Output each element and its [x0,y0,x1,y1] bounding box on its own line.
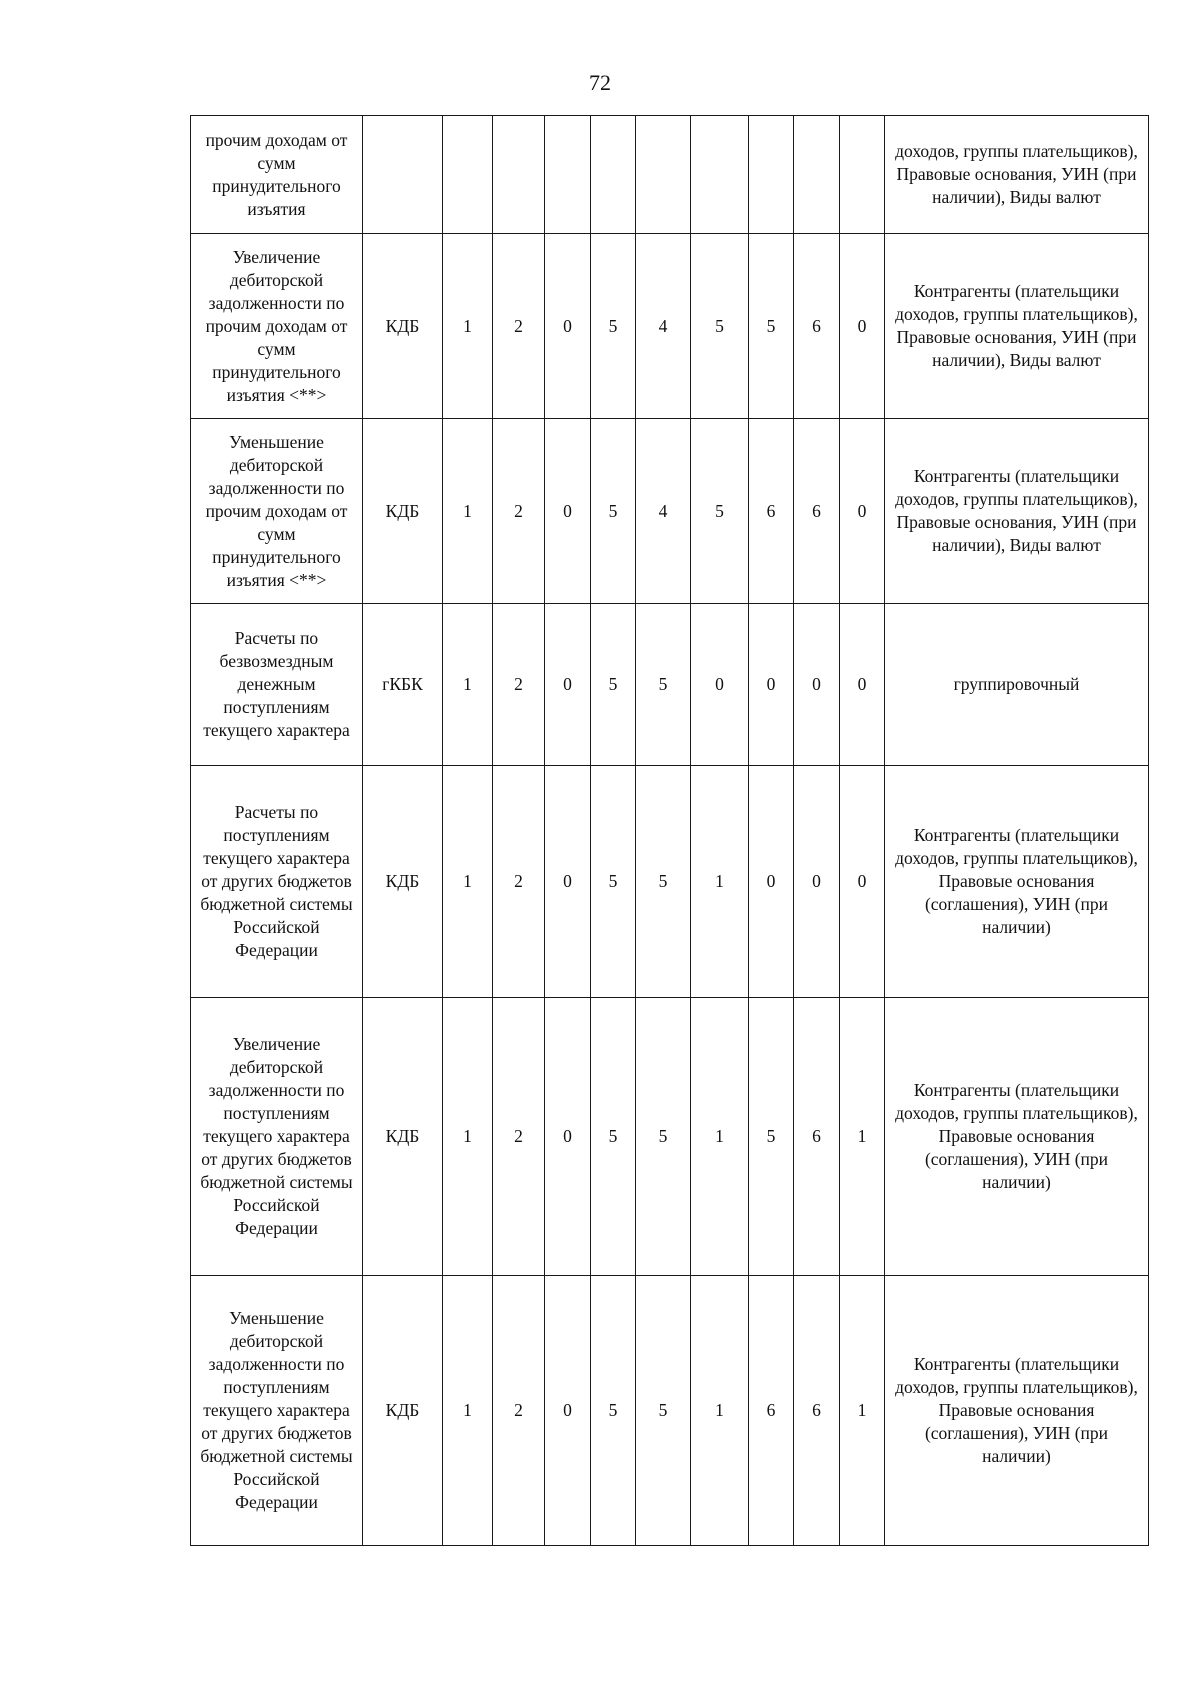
code-digit-cell: 4 [636,419,691,604]
code-digit-cell: 0 [840,234,885,419]
code-digit-cell: 5 [636,1276,691,1546]
code-digit-cell [636,116,691,234]
code-digit-cell: 0 [840,766,885,998]
code-digit-cell: 2 [493,604,545,766]
code-digit-cell: 5 [636,998,691,1276]
code-digit-cell: 5 [591,234,636,419]
code-digit-cell: 5 [591,1276,636,1546]
code-digit-cell: 0 [545,604,591,766]
code-digit-cell: 5 [591,766,636,998]
code-type-cell: КДБ [363,419,443,604]
code-digit-cell: 6 [794,1276,840,1546]
code-digit-cell: 5 [749,998,794,1276]
account-name-cell: Расчеты по поступлениям текущего характера от других бюджетов бюджетной системы Российской Федерации [191,766,363,998]
code-digit-cell: 2 [493,998,545,1276]
code-digit-cell: 6 [794,998,840,1276]
code-digit-cell: 0 [794,604,840,766]
code-digit-cell: 0 [545,766,591,998]
analytics-cell: Контрагенты (плательщики доходов, группы плательщиков), Правовые основания (соглашения), УИН (при наличии) [885,998,1149,1276]
code-type-cell: КДБ [363,766,443,998]
code-digit-cell: 1 [443,998,493,1276]
table-row [191,998,1149,1276]
code-digit-cell: 5 [749,234,794,419]
code-digit-cell: 5 [691,234,749,419]
code-digit-cell: 2 [493,234,545,419]
account-name-cell: Увеличение дебиторской задолженности по поступлениям текущего характера от других бюджетов бюджетной системы Российской Федерации [191,998,363,1276]
code-digit-cell: 2 [493,419,545,604]
code-type-cell: КДБ [363,1276,443,1546]
code-digit-cell: 0 [840,604,885,766]
code-digit-cell: 0 [545,234,591,419]
code-digit-cell: 2 [493,766,545,998]
code-digit-cell: 1 [443,1276,493,1546]
analytics-cell: Контрагенты (плательщики доходов, группы плательщиков), Правовые основания (соглашения), УИН (при наличии) [885,766,1149,998]
code-digit-cell: 1 [840,1276,885,1546]
analytics-cell: доходов, группы плательщиков), Правовые основания, УИН (при наличии), Виды валют [885,116,1149,234]
code-digit-cell: 1 [443,604,493,766]
code-digit-cell [691,116,749,234]
code-digit-cell: 0 [545,419,591,604]
code-digit-cell [794,116,840,234]
code-digit-cell [749,116,794,234]
code-digit-cell: 6 [794,419,840,604]
code-digit-cell: 1 [443,234,493,419]
analytics-cell: Контрагенты (плательщики доходов, группы плательщиков), Правовые основания, УИН (при наличии), Виды валют [885,234,1149,419]
code-digit-cell: 5 [636,766,691,998]
code-digit-cell: 1 [840,998,885,1276]
table-row [191,604,1149,766]
table-row [191,766,1149,998]
code-digit-cell: 0 [749,766,794,998]
code-type-cell [363,116,443,234]
code-type-cell: КДБ [363,998,443,1276]
code-digit-cell: 5 [691,419,749,604]
account-name-cell: прочим доходам от сумм принудительного изъятия [191,116,363,234]
table-row [191,234,1149,419]
analytics-cell: Контрагенты (плательщики доходов, группы плательщиков), Правовые основания (соглашения), УИН (при наличии) [885,1276,1149,1546]
code-digit-cell: 5 [591,419,636,604]
table-row [191,1276,1149,1546]
code-digit-cell: 1 [691,766,749,998]
code-digit-cell: 0 [691,604,749,766]
account-name-cell: Расчеты по безвозмездным денежным поступлениям текущего характера [191,604,363,766]
code-digit-cell: 0 [545,998,591,1276]
account-name-cell: Уменьшение дебиторской задолженности по прочим доходам от сумм принудительного изъятия <**> [191,419,363,604]
account-name-cell: Увеличение дебиторской задолженности по прочим доходам от сумм принудительного изъятия <**> [191,234,363,419]
code-digit-cell: 6 [749,419,794,604]
code-type-cell: КДБ [363,234,443,419]
code-digit-cell: 2 [493,1276,545,1546]
account-name-cell: Уменьшение дебиторской задолженности по поступлениям текущего характера от других бюджетов бюджетной системы Российской Федерации [191,1276,363,1546]
code-digit-cell [545,116,591,234]
code-digit-cell [493,116,545,234]
code-digit-cell: 6 [794,234,840,419]
code-digit-cell: 5 [591,604,636,766]
code-digit-cell: 4 [636,234,691,419]
analytics-cell: группировочный [885,604,1149,766]
analytics-cell: Контрагенты (плательщики доходов, группы плательщиков), Правовые основания, УИН (при наличии), Виды валют [885,419,1149,604]
code-digit-cell: 0 [840,419,885,604]
code-digit-cell: 6 [749,1276,794,1546]
code-digit-cell [443,116,493,234]
accounts-table [190,115,1149,1546]
code-digit-cell: 5 [636,604,691,766]
table-row [191,419,1149,604]
code-digit-cell: 1 [691,998,749,1276]
code-digit-cell [591,116,636,234]
code-type-cell: гКБК [363,604,443,766]
code-digit-cell: 0 [749,604,794,766]
code-digit-cell: 1 [443,766,493,998]
code-digit-cell: 0 [794,766,840,998]
code-digit-cell: 1 [691,1276,749,1546]
code-digit-cell: 1 [443,419,493,604]
table-row [191,116,1149,234]
table-body [191,116,1149,1546]
code-digit-cell [840,116,885,234]
code-digit-cell: 0 [545,1276,591,1546]
code-digit-cell: 5 [591,998,636,1276]
page-number: 72 [589,70,611,95]
